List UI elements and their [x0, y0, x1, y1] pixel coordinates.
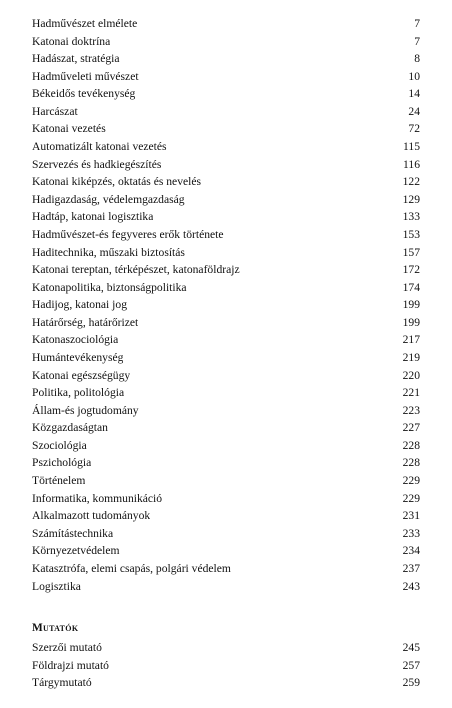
toc-entry	[32, 208, 420, 226]
toc-entry	[32, 349, 420, 367]
entry-page-number: 129	[402, 192, 420, 206]
toc-entry	[32, 490, 420, 508]
entry-title: Haditechnika, műszaki biztosítás	[32, 245, 185, 259]
entry-page-number: 234	[402, 544, 420, 558]
entry-page-number: 133	[402, 210, 420, 224]
entry-page-number: 172	[402, 263, 420, 277]
entry-title: Katonapolitika, biztonságpolitika	[32, 280, 187, 294]
toc-entry	[32, 103, 420, 121]
entry-page-number: 257	[402, 658, 420, 672]
entry-page-number: 228	[402, 438, 420, 452]
toc-entry	[32, 419, 420, 437]
toc-entry	[32, 314, 420, 332]
entry-title: Hadijog, katonai jog	[32, 298, 127, 312]
entry-title: Alkalmazott tudományok	[32, 509, 151, 523]
entry-title: Katonaszociológia	[32, 333, 119, 347]
entry-page-number: 245	[402, 641, 420, 654]
entry-title: Hadművészet-és fegyveres erők története	[32, 227, 224, 241]
toc-entry	[32, 226, 420, 244]
entry-page-number: 115	[403, 140, 420, 154]
entry-title: Katonai tereptan, térképészet, katonaföldrajz	[32, 263, 240, 277]
table-of-contents	[32, 15, 420, 595]
entry-page-number: 199	[402, 298, 420, 312]
entry-title: Katonai doktrína	[32, 34, 111, 48]
entry-title: Szervezés és hadkiegészítés	[32, 157, 162, 171]
index-list	[32, 639, 420, 692]
toc-entry	[32, 437, 420, 455]
toc-entry	[32, 578, 420, 596]
toc-entry	[32, 560, 420, 578]
entry-page-number: 243	[402, 579, 420, 593]
entry-page-number: 259	[402, 676, 420, 690]
toc-entry	[32, 68, 420, 86]
entry-page-number: 233	[402, 526, 420, 540]
entry-title: Szociológia	[32, 438, 87, 452]
entry-title: Katonai egészségügy	[32, 368, 131, 382]
index-heading: Mutatók	[32, 622, 79, 634]
entry-title: Pszichológia	[32, 456, 92, 470]
entry-page-number: 219	[402, 350, 420, 364]
toc-entry	[32, 138, 420, 156]
entry-page-number: 228	[402, 456, 420, 470]
entry-title: Közgazdaságtan	[32, 421, 108, 435]
entry-title: Hadműveleti művészet	[32, 69, 139, 83]
entry-page-number: 237	[402, 561, 420, 575]
entry-title: Hadművészet elmélete	[32, 17, 138, 30]
entry-page-number: 174	[402, 280, 420, 294]
toc-entry	[32, 279, 420, 297]
entry-title: Humántevékenység	[32, 350, 124, 364]
toc-entry	[32, 120, 420, 138]
entry-title: Harcászat	[32, 104, 78, 118]
toc-entry	[32, 50, 420, 68]
entry-page-number: 116	[403, 157, 420, 171]
toc-entry	[32, 191, 420, 209]
index-entry	[32, 674, 420, 692]
toc-entry	[32, 402, 420, 420]
toc-entry	[32, 261, 420, 279]
entry-title: Informatika, kommunikáció	[32, 491, 163, 505]
entry-page-number: 7	[414, 17, 420, 30]
entry-page-number: 199	[402, 315, 420, 329]
entry-title: Logisztika	[32, 579, 81, 593]
entry-page-number: 10	[408, 69, 420, 83]
entry-title: Állam-és jogtudomány	[32, 403, 139, 417]
toc-entry	[32, 331, 420, 349]
toc-entry	[32, 542, 420, 560]
toc-entry	[32, 15, 420, 33]
toc-entry	[32, 296, 420, 314]
entry-title: Hadászat, stratégia	[32, 52, 120, 66]
entry-title: Földrajzi mutató	[32, 658, 109, 672]
entry-page-number: 153	[402, 227, 420, 241]
toc-entry	[32, 156, 420, 174]
toc-entry	[32, 454, 420, 472]
toc-entry	[32, 507, 420, 525]
entry-page-number: 229	[402, 474, 420, 488]
toc-entry	[32, 384, 420, 402]
toc-entry	[32, 472, 420, 490]
entry-page-number: 14	[408, 87, 420, 101]
entry-page-number: 72	[408, 122, 420, 136]
entry-title: Határőrség, határőrizet	[32, 315, 139, 329]
entry-title: Hadigazdaság, védelemgazdaság	[32, 192, 185, 206]
entry-page-number: 231	[402, 509, 420, 523]
index-entry	[32, 657, 420, 675]
toc-entry	[32, 173, 420, 191]
entry-title: Számítástechnika	[32, 526, 114, 540]
entry-page-number: 220	[402, 368, 420, 382]
toc-entry	[32, 244, 420, 262]
entry-page-number: 7	[414, 34, 420, 48]
entry-title: Környezetvédelem	[32, 544, 120, 558]
entry-page-number: 223	[402, 403, 420, 417]
entry-title: Békeidős tevékenység	[32, 87, 136, 101]
entry-title: Katasztrófa, elemi csapás, polgári védelem	[32, 561, 231, 575]
entry-page-number: 24	[408, 104, 420, 118]
toc-entry	[32, 33, 420, 51]
entry-title: Politika, politológia	[32, 386, 125, 400]
index-entry	[32, 639, 420, 657]
entry-page-number: 8	[414, 52, 420, 66]
toc-entry	[32, 367, 420, 385]
entry-page-number: 157	[402, 245, 420, 259]
entry-title: Hadtáp, katonai logisztika	[32, 210, 154, 224]
entry-page-number: 229	[402, 491, 420, 505]
entry-title: Automatizált katonai vezetés	[32, 140, 167, 154]
toc-entry	[32, 525, 420, 543]
toc-entry	[32, 85, 420, 103]
entry-title: Tárgymutató	[32, 676, 92, 690]
entry-page-number: 221	[402, 386, 420, 400]
entry-page-number: 217	[402, 333, 420, 347]
entry-title: Katonai kiképzés, oktatás és nevelés	[32, 175, 202, 189]
entry-title: Szerzői mutató	[32, 641, 102, 654]
entry-page-number: 122	[402, 175, 420, 189]
entry-page-number: 227	[402, 421, 420, 435]
entry-title: Katonai vezetés	[32, 122, 106, 136]
entry-title: Történelem	[32, 474, 86, 488]
